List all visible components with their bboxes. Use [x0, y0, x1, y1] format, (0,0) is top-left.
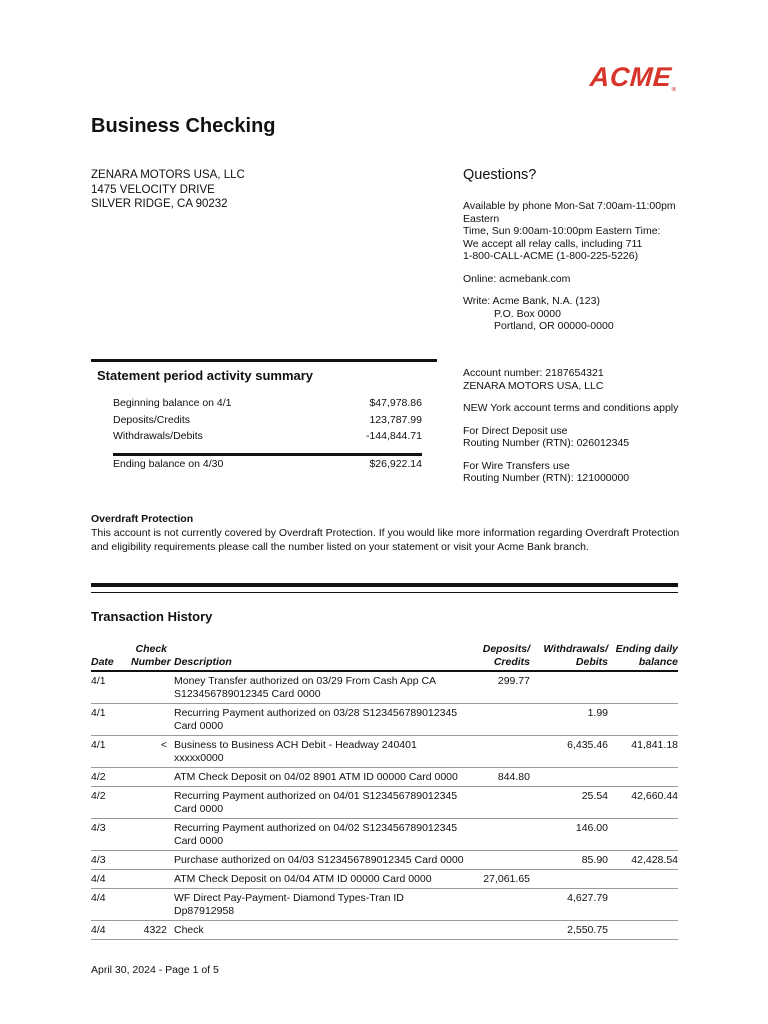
row-date: 4/3	[91, 854, 106, 866]
account-terms: NEW York account terms and conditions apply	[463, 402, 679, 414]
section-rule-thin	[91, 592, 678, 593]
row-balance: 42,428.54	[631, 854, 678, 866]
acme-logo	[589, 62, 679, 93]
row-desc-line: Purchase authorized on 04/03 S123456789012345 Card 0000	[174, 854, 464, 866]
row-desc-line: Card 0000	[174, 803, 224, 815]
customer-street: 1475 VELOCITY DRIVE	[91, 183, 215, 196]
row-date: 4/1	[91, 707, 106, 719]
summary-label: Withdrawals/Debits	[113, 430, 203, 442]
registered-mark: ®	[671, 87, 677, 93]
wire-routing: Routing Number (RTN): 121000000	[463, 472, 630, 484]
table-header	[91, 643, 678, 672]
customer-name: ZENARA MOTORS USA, LLC	[91, 169, 245, 181]
write-line: P.O. Box 0000	[494, 307, 561, 320]
col-balance	[608, 643, 678, 669]
page-title: Business Checking	[91, 115, 276, 137]
account-name: ZENARA MOTORS USA, LLC	[463, 379, 604, 392]
row-date: 4/1	[91, 675, 106, 687]
col-check-number	[131, 643, 174, 669]
row-withdrawal: 1.99	[587, 707, 608, 719]
direct-deposit-label: For Direct Deposit use	[463, 424, 568, 437]
row-check	[131, 771, 174, 784]
row-date: 4/2	[91, 790, 106, 802]
summary-value: -144,844.71	[365, 430, 422, 442]
row-description	[174, 771, 474, 784]
col-withdrawals-top: Withdrawals/	[543, 643, 608, 655]
row-desc-line: Recurring Payment authorized on 04/02 S123456789012345	[174, 822, 458, 834]
row-desc-line: S123456789012345 Card 0000	[174, 688, 321, 700]
row-withdrawal: 6,435.46	[567, 739, 608, 751]
table-row	[91, 851, 678, 870]
row-withdrawal	[530, 873, 608, 886]
row-withdrawal: 85.90	[581, 854, 608, 866]
row-check: 4322	[143, 924, 167, 936]
table-row	[91, 736, 678, 768]
row-deposit	[474, 739, 530, 765]
customer-address	[91, 168, 245, 212]
row-balance	[608, 707, 678, 733]
logo-text: ACME	[588, 62, 673, 92]
row-deposit: 27,061.65	[483, 873, 530, 885]
row-withdrawal: 4,627.79	[567, 892, 608, 904]
online-line: Online: acmebank.com	[463, 272, 571, 285]
row-description	[174, 675, 474, 701]
summary-value: 123,787.99	[369, 413, 422, 426]
row-withdrawal: 25.54	[581, 790, 608, 802]
col-deposits-bottom: Credits	[493, 656, 530, 668]
row-check	[131, 707, 174, 733]
customer-city: SILVER RIDGE, CA 90232	[91, 198, 228, 210]
row-desc-line: ATM Check Deposit on 04/02 8901 ATM ID 00000 Card 0000	[174, 771, 458, 783]
row-deposit	[474, 892, 530, 918]
row-desc-line: Business to Business ACH Debit - Headway 240401	[174, 739, 417, 751]
row-balance	[608, 822, 678, 848]
phone-line: Available by phone Mon-Sat 7:00am-11:00pm	[463, 200, 676, 212]
col-deposits-top: Deposits/	[482, 643, 530, 655]
row-withdrawal	[530, 771, 608, 784]
account-number: Account number: 2187654321	[463, 367, 604, 379]
summary-separator	[113, 453, 422, 456]
write-line: Portland, OR 00000-0000	[494, 320, 614, 332]
phone-line: 1-800-CALL-ACME (1-800-225-5226)	[463, 250, 639, 262]
transaction-table	[91, 643, 678, 940]
row-desc-line: xxxxx0000	[174, 752, 224, 764]
row-balance	[608, 771, 678, 784]
row-withdrawal	[530, 675, 608, 701]
table-row	[91, 704, 678, 736]
row-description	[174, 854, 474, 867]
row-desc-line: Card 0000	[174, 835, 224, 847]
row-deposit	[474, 707, 530, 733]
row-check	[131, 873, 174, 886]
row-description	[174, 790, 474, 816]
col-balance-bottom: balance	[638, 656, 678, 668]
ending-balance-value: $26,922.14	[369, 458, 422, 470]
col-check-top: Check	[135, 643, 167, 655]
row-deposit: 299.77	[497, 675, 530, 687]
col-date: Date	[91, 656, 114, 668]
write-line: Write: Acme Bank, N.A. (123)	[463, 295, 600, 307]
row-deposit	[474, 854, 530, 867]
summary-top-rule	[91, 359, 437, 362]
ending-balance-label: Ending balance on 4/30	[113, 458, 224, 470]
row-desc-line: Money Transfer authorized on 03/29 From Cash App CA	[174, 675, 437, 687]
summary-label: Deposits/Credits	[113, 413, 191, 426]
row-deposit	[474, 822, 530, 848]
col-check-bottom: Number	[131, 656, 171, 668]
row-description	[174, 892, 474, 918]
col-withdrawals	[530, 643, 608, 669]
row-description	[174, 873, 474, 886]
table-row	[91, 768, 678, 787]
overdraft-text: This account is not currently covered by Overdraft Protection. If you would like more information regarding Overdraft Protection and eligibility requirements please call the number listed on your statement or visit your Acme Bank branch.	[91, 527, 680, 553]
row-desc-line: ATM Check Deposit on 04/04 ATM ID 00000 Card 0000	[174, 873, 432, 885]
table-row	[91, 672, 678, 704]
row-check	[131, 854, 174, 867]
summary-value: $47,978.86	[369, 397, 422, 409]
row-check	[131, 822, 174, 848]
row-balance	[608, 892, 678, 918]
row-date: 4/1	[91, 739, 106, 751]
row-check	[131, 675, 174, 701]
row-balance: 42,660.44	[631, 790, 678, 802]
row-description	[174, 924, 474, 937]
row-date: 4/2	[91, 771, 106, 783]
row-balance	[608, 873, 678, 886]
col-balance-top: Ending daily	[615, 643, 678, 655]
row-desc-line: Recurring Payment authorized on 03/28 S123456789012345	[174, 707, 458, 719]
summary-row	[113, 430, 422, 447]
col-deposits	[474, 643, 530, 669]
row-check: <	[160, 739, 167, 751]
row-withdrawal: 146.00	[575, 822, 608, 834]
row-check	[131, 790, 174, 816]
table-row	[91, 921, 678, 940]
col-withdrawals-bottom: Debits	[575, 656, 608, 668]
row-balance: 41,841.18	[631, 739, 678, 751]
row-description	[174, 707, 474, 733]
row-deposit	[474, 924, 530, 937]
table-row	[91, 787, 678, 819]
table-row	[91, 870, 678, 889]
row-date: 4/3	[91, 822, 106, 834]
row-desc-line: Check	[174, 924, 204, 936]
summary-rows	[113, 397, 422, 447]
account-info	[463, 367, 703, 485]
transaction-history-title: Transaction History	[91, 609, 213, 624]
page-footer: April 30, 2024 - Page 1 of 5	[91, 964, 219, 976]
row-desc-line: Recurring Payment authorized on 04/01 S123456789012345	[174, 790, 458, 802]
phone-line: We accept all relay calls, including 711	[463, 237, 643, 250]
row-desc-line: Card 0000	[174, 720, 224, 732]
summary-title: Statement period activity summary	[97, 368, 314, 383]
row-desc-line: WF Direct Pay-Payment- Diamond Types-Tran ID	[174, 892, 404, 904]
overdraft-section	[91, 512, 691, 554]
phone-line: Time, Sun 9:00am-10:00pm Eastern Time:	[463, 225, 661, 237]
contact-info	[463, 200, 693, 333]
row-balance	[608, 675, 678, 701]
row-withdrawal: 2,550.75	[567, 924, 608, 936]
row-balance	[608, 924, 678, 937]
row-desc-line: Dp87912958	[174, 905, 235, 917]
table-row	[91, 819, 678, 851]
col-description: Description	[174, 656, 232, 668]
row-description	[174, 822, 474, 848]
row-check	[131, 892, 174, 918]
direct-deposit-routing: Routing Number (RTN): 026012345	[463, 437, 630, 449]
summary-row	[113, 414, 422, 431]
summary-row	[113, 397, 422, 414]
wire-label: For Wire Transfers use	[463, 459, 570, 472]
row-date: 4/4	[91, 873, 106, 885]
section-rule-thick	[91, 583, 678, 587]
phone-line: Eastern	[463, 212, 500, 225]
row-date: 4/4	[91, 892, 106, 904]
overdraft-heading: Overdraft Protection	[91, 513, 194, 525]
table-row	[91, 889, 678, 921]
ending-balance-row	[113, 458, 422, 470]
row-deposit	[474, 790, 530, 816]
row-description	[174, 739, 474, 765]
row-deposit: 844.80	[497, 771, 530, 783]
questions-heading: Questions?	[463, 167, 537, 183]
summary-label: Beginning balance on 4/1	[113, 397, 232, 409]
row-date: 4/4	[91, 924, 106, 936]
